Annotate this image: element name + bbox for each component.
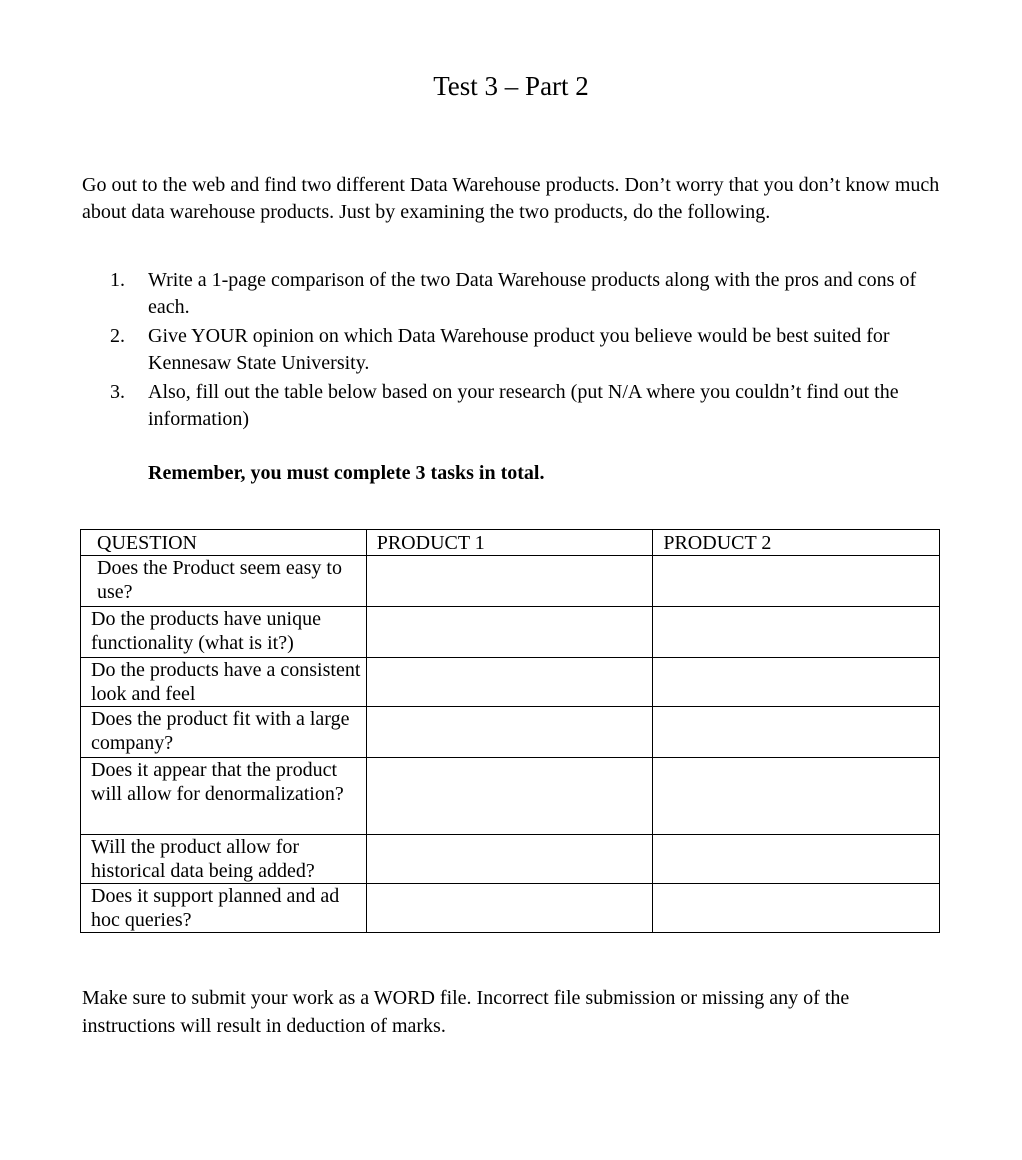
product-1-cell[interactable] [366,607,653,658]
product-2-cell[interactable] [653,884,940,933]
question-cell: Does it support planned and ad hoc queries? [81,884,367,933]
task-number: 2. [110,325,125,347]
table-row [81,884,940,933]
submission-note: Make sure to submit your work as a WORD file. Incorrect file submission or missing any of the instructions will result in deduction of marks. [82,987,850,1037]
product-1-cell[interactable] [366,884,653,933]
page-title: Test 3 – Part 2 [433,71,589,101]
product-1-cell[interactable] [366,556,653,607]
table-row [81,707,940,758]
table-row [81,556,940,607]
product-1-cell[interactable] [366,658,653,707]
product-2-cell[interactable] [653,556,940,607]
header-question: QUESTION [81,530,367,556]
table-row [81,658,940,707]
task-text: Also, fill out the table below based on your research (put N/A where you couldn’t find out the information) [148,381,899,430]
product-1-cell[interactable] [366,835,653,884]
header-product-2: PRODUCT 2 [653,530,940,556]
product-2-cell[interactable] [653,707,940,758]
header-product-1: PRODUCT 1 [366,530,653,556]
product-1-cell[interactable] [366,758,653,835]
task-text: Write a 1-page comparison of the two Data Warehouse products along with the pros and cons of each. [148,269,917,318]
task-text: Give YOUR opinion on which Data Warehouse product you believe would be best suited for Kennesaw State University. [148,325,890,374]
product-2-cell[interactable] [653,607,940,658]
comparison-table [80,529,940,933]
reminder-text: Remember, you must complete 3 tasks in total. [148,462,545,484]
product-2-cell[interactable] [653,758,940,835]
product-1-cell[interactable] [366,707,653,758]
question-cell: Does the product fit with a large company? [81,707,367,758]
intro-paragraph: Go out to the web and find two different Data Warehouse products. Don’t worry that you don’t know much about data warehouse products. Just by examining the two products, do the following. [82,174,940,223]
table-row [81,607,940,658]
question-cell: Do the products have a consistent look and feel [81,658,367,707]
table-row [81,758,940,835]
task-number: 3. [110,381,125,403]
product-2-cell[interactable] [653,835,940,884]
product-2-cell[interactable] [653,658,940,707]
question-cell: Does the Product seem easy to use? [81,556,367,607]
task-item [110,379,946,433]
question-cell: Do the products have unique functionality (what is it?) [81,607,367,658]
table-row [81,835,940,884]
question-cell: Does it appear that the product will allow for denormalization? [81,758,367,835]
table-header-row [81,530,940,556]
task-item [110,267,946,321]
question-cell: Will the product allow for historical data being added? [81,835,367,884]
task-item [110,323,946,377]
task-number: 1. [110,269,125,291]
task-list [110,267,946,435]
